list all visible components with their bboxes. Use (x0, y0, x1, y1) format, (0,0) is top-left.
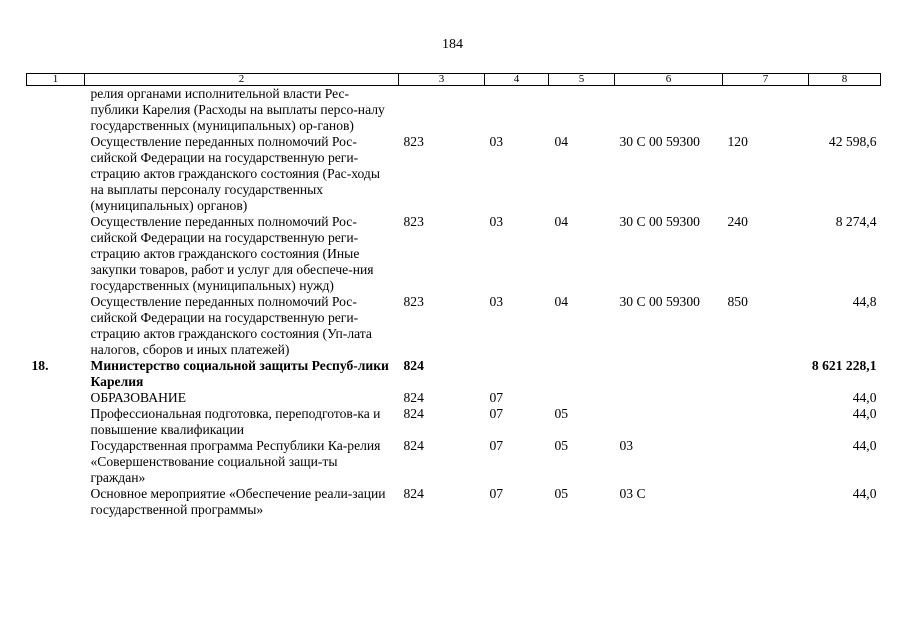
table-row (27, 358, 881, 390)
section-code: 03 (489, 294, 504, 309)
ministry-code (399, 86, 485, 135)
table-row (27, 406, 881, 438)
table-row (27, 486, 881, 518)
item-name: Министерство социальной защиты Респуб-лики Карелия (90, 358, 389, 389)
amount: 44,8 (852, 294, 877, 309)
item-name: ОБРАЗОВАНИЕ (90, 390, 187, 405)
item-name: Осуществление переданных полномочий Рос-сийской Федерации на государственную реги-страцию актов гражданского состояния (Рас-ходы на выплаты персоналу государственных (муниципальных) органов) (90, 134, 380, 213)
subsection-code (549, 390, 615, 406)
ministry-code: 823 (403, 294, 424, 309)
header-col-5: 5 (549, 74, 615, 86)
row-number (27, 486, 85, 518)
header-col-8: 8 (809, 74, 881, 86)
section-code: 07 (489, 438, 504, 453)
target-article-code: 03 С (619, 486, 646, 501)
subsection-code (549, 86, 615, 135)
item-name: Профессиональная подготовка, переподготов-ка и повышение квалификации (90, 406, 381, 437)
expense-type-code (723, 358, 809, 390)
target-article-code: 30 С 00 59300 (619, 294, 700, 309)
header-col-4: 4 (485, 74, 549, 86)
ministry-code: 824 (403, 358, 424, 373)
table-row (27, 134, 881, 214)
row-number (27, 86, 85, 135)
target-article-code (615, 390, 723, 406)
amount: 44,0 (852, 486, 877, 501)
amount: 44,0 (852, 390, 877, 405)
header-col-2: 2 (85, 74, 399, 86)
amount: 44,0 (852, 406, 877, 421)
ministry-code: 824 (403, 486, 424, 501)
subsection-code: 05 (554, 438, 569, 453)
section-code: 07 (489, 406, 504, 421)
budget-table (26, 73, 881, 518)
row-number (27, 438, 85, 486)
target-article-code (615, 86, 723, 135)
expense-type-code (723, 486, 809, 518)
row-number (27, 134, 85, 214)
expense-type-code (723, 406, 809, 438)
ministry-code: 824 (403, 438, 424, 453)
table-row (27, 214, 881, 294)
expense-type-code: 850 (727, 294, 748, 309)
expense-type-code (723, 390, 809, 406)
row-number (27, 294, 85, 358)
section-code: 03 (489, 214, 504, 229)
section-code: 07 (489, 486, 504, 501)
header-row (27, 74, 881, 86)
row-number (27, 390, 85, 406)
row-number (27, 406, 85, 438)
section-code (485, 358, 549, 390)
expense-type-code: 240 (727, 214, 748, 229)
amount (809, 86, 881, 135)
expense-type-code (723, 438, 809, 486)
subsection-code: 04 (554, 134, 569, 149)
target-article-code (615, 358, 723, 390)
amount: 8 274,4 (835, 214, 877, 229)
ministry-code: 823 (403, 134, 424, 149)
target-article-code: 30 С 00 59300 (619, 214, 700, 229)
table-row (27, 294, 881, 358)
table-body (27, 86, 881, 519)
subsection-code (549, 358, 615, 390)
expense-type-code: 120 (727, 134, 748, 149)
subsection-code: 05 (554, 486, 569, 501)
item-name: Основное мероприятие «Обеспечение реали-зации государственной программы» (90, 486, 386, 517)
target-article-code (615, 406, 723, 438)
target-article-code: 03 (619, 438, 634, 453)
item-name: релия органами исполнительной власти Рес-публики Карелия (Расходы на выплаты персо-налу государственных (муниципальных) ор-ганов) (90, 86, 385, 133)
ministry-code: 824 (403, 390, 424, 405)
target-article-code: 30 С 00 59300 (619, 134, 700, 149)
header-col-6: 6 (615, 74, 723, 86)
subsection-code: 05 (554, 406, 569, 421)
item-name: Осуществление переданных полномочий Рос-сийской Федерации на государственную реги-страцию актов гражданского состояния (Иные закупки товаров, работ и услуг для обеспече-ния государственных (муниципальных) нужд) (90, 214, 374, 293)
section-code: 03 (489, 134, 504, 149)
amount: 8 621 228,1 (811, 358, 877, 373)
amount: 44,0 (852, 438, 877, 453)
row-number: 18. (31, 358, 49, 373)
table-row (27, 86, 881, 135)
table-header (27, 74, 881, 86)
item-name: Государственная программа Республики Ка-релия «Совершенствование социальной защи-ты граждан» (90, 438, 381, 485)
table-row (27, 438, 881, 486)
ministry-code: 824 (403, 406, 424, 421)
page-number: 184 (442, 37, 463, 52)
header-col-7: 7 (723, 74, 809, 86)
header-col-1: 1 (27, 74, 85, 86)
item-name: Осуществление переданных полномочий Рос-сийской Федерации на государственную реги-страцию актов гражданского состояния (Уп-лата налогов, сборов и иных платежей) (90, 294, 372, 357)
header-col-3: 3 (399, 74, 485, 86)
table-row (27, 390, 881, 406)
ministry-code: 823 (403, 214, 424, 229)
expense-type-code (723, 86, 809, 135)
row-number (27, 214, 85, 294)
section-code: 07 (489, 390, 504, 405)
subsection-code: 04 (554, 214, 569, 229)
amount: 42 598,6 (828, 134, 877, 149)
section-code (485, 86, 549, 135)
subsection-code: 04 (554, 294, 569, 309)
